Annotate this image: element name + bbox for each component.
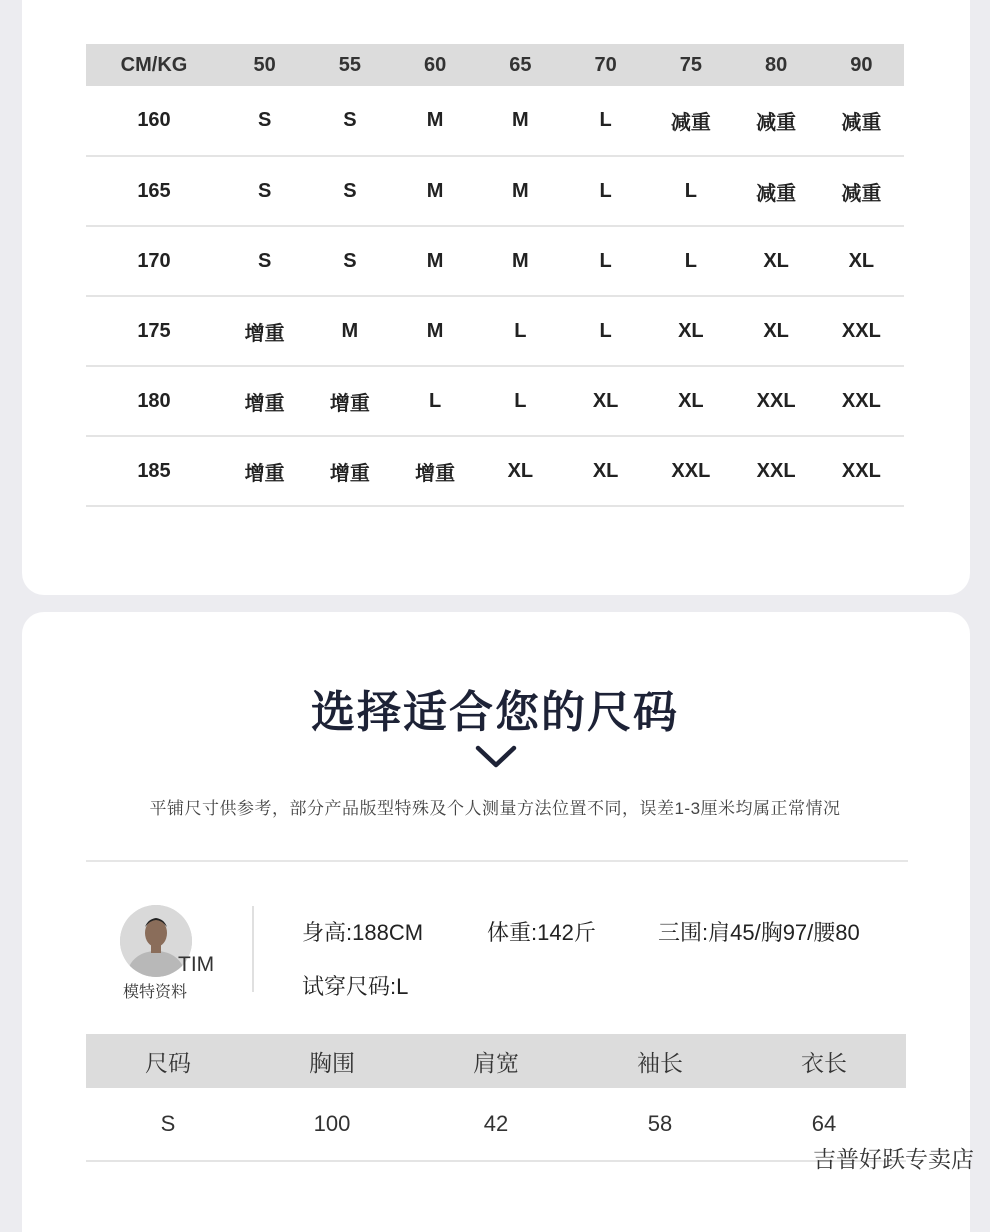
size-cell: XL [592, 389, 619, 412]
size-cell: L [599, 179, 612, 202]
size-cell: 增重 [415, 462, 456, 485]
table-cell: S [160, 1111, 176, 1136]
height-cell: 180 [137, 389, 171, 412]
table-row [86, 367, 904, 437]
model-tried-size: 试穿尺码:L [302, 974, 409, 999]
table-row [86, 437, 904, 507]
table-row [86, 227, 904, 297]
size-cell: S [343, 179, 357, 202]
size-recommendation-table [86, 44, 904, 507]
size-cell: XL [592, 459, 619, 482]
size-cell: XL [763, 319, 789, 342]
header-weight: 60 [424, 53, 447, 76]
size-cell: L [684, 249, 697, 272]
header-weight: 70 [594, 53, 617, 76]
size-cell: 增重 [244, 462, 285, 485]
divider [252, 906, 254, 992]
size-cell: L [599, 109, 612, 131]
table-row [86, 297, 904, 367]
model-weight: 体重:142斤 [487, 920, 596, 945]
table-row [86, 157, 904, 227]
size-cell: S [257, 179, 272, 202]
height-cell: 170 [137, 249, 171, 272]
header-weight: 50 [253, 53, 276, 76]
table-cell: 64 [811, 1111, 837, 1136]
model-name: TIM [178, 953, 215, 976]
height-cell: 185 [137, 459, 171, 482]
size-cell: S [343, 109, 357, 131]
size-cell: XL [763, 249, 789, 272]
size-cell: 减重 [841, 182, 882, 205]
model-height: 身高:188CM [302, 920, 424, 945]
header-weight: 90 [850, 53, 873, 76]
header-length: 衣长 [801, 1049, 847, 1076]
measurement-table [86, 1034, 906, 1162]
size-cell: M [426, 319, 444, 342]
table-row [86, 86, 904, 157]
size-cell: 增重 [329, 392, 370, 415]
store-watermark: 吉普好跃专卖店 [813, 1147, 974, 1172]
size-cell: L [684, 179, 697, 202]
chevron-down-icon [475, 744, 517, 770]
size-cell: M [512, 179, 529, 202]
size-cell: XXL [756, 389, 796, 412]
size-cell: XXL [756, 459, 796, 482]
header-weight: 80 [765, 53, 788, 76]
header-cm-kg: CM/KG [120, 53, 188, 76]
size-cell: XL [848, 249, 875, 272]
size-cell: XL [678, 389, 704, 412]
size-cell: S [257, 109, 272, 131]
divider [86, 860, 908, 862]
height-cell: 165 [137, 179, 171, 202]
size-cell: XXL [671, 459, 711, 482]
size-cell: L [514, 319, 527, 342]
size-cell: M [426, 179, 444, 202]
size-cell: 减重 [756, 112, 797, 134]
model-measurements: 三围:肩45/胸97/腰80 [658, 920, 860, 945]
size-cell: L [599, 319, 612, 342]
measurement-table-header [86, 1034, 906, 1088]
header-weight: 55 [338, 53, 361, 76]
size-cell: 减重 [670, 112, 711, 134]
header-sleeve: 袖长 [637, 1049, 683, 1076]
size-cell: 增重 [329, 462, 370, 485]
size-cell: M [512, 109, 529, 131]
size-cell: S [343, 249, 357, 272]
table-cell: 58 [647, 1111, 673, 1136]
size-cell: M [512, 249, 529, 272]
size-table-header [86, 44, 904, 86]
size-cell: M [426, 249, 444, 272]
header-size: 尺码 [145, 1049, 191, 1076]
size-cell: M [426, 109, 444, 131]
size-cell: 减重 [841, 112, 882, 134]
size-cell: 增重 [244, 322, 285, 345]
size-cell: XL [507, 459, 534, 482]
size-cell: L [514, 389, 527, 412]
size-cell: M [341, 319, 359, 342]
size-cell: L [599, 249, 612, 272]
section-title: 选择适合您的尺码 [311, 688, 679, 737]
table-cell: 42 [483, 1111, 509, 1136]
table-cell: 100 [313, 1111, 351, 1136]
size-cell: 减重 [756, 182, 797, 205]
header-weight: 65 [509, 53, 532, 76]
size-cell: XL [678, 319, 704, 342]
size-cell: S [257, 249, 272, 272]
measurement-note: 平铺尺寸供参考，部分产品版型特殊及个人测量方法位置不同，误差1-3厘米均属正常情况 [149, 799, 841, 818]
height-cell: 175 [137, 319, 171, 342]
size-cell: XXL [841, 459, 881, 482]
header-chest: 胸围 [309, 1049, 355, 1076]
model-info-label: 模特资料 [123, 984, 188, 1001]
size-cell: L [429, 389, 442, 412]
header-shoulder: 肩宽 [473, 1049, 519, 1076]
header-weight: 75 [679, 53, 702, 76]
height-cell: 160 [137, 109, 171, 131]
table-row [86, 1088, 906, 1162]
size-cell: 增重 [244, 392, 285, 415]
size-cell: XXL [841, 319, 881, 342]
size-cell: XXL [841, 389, 881, 412]
